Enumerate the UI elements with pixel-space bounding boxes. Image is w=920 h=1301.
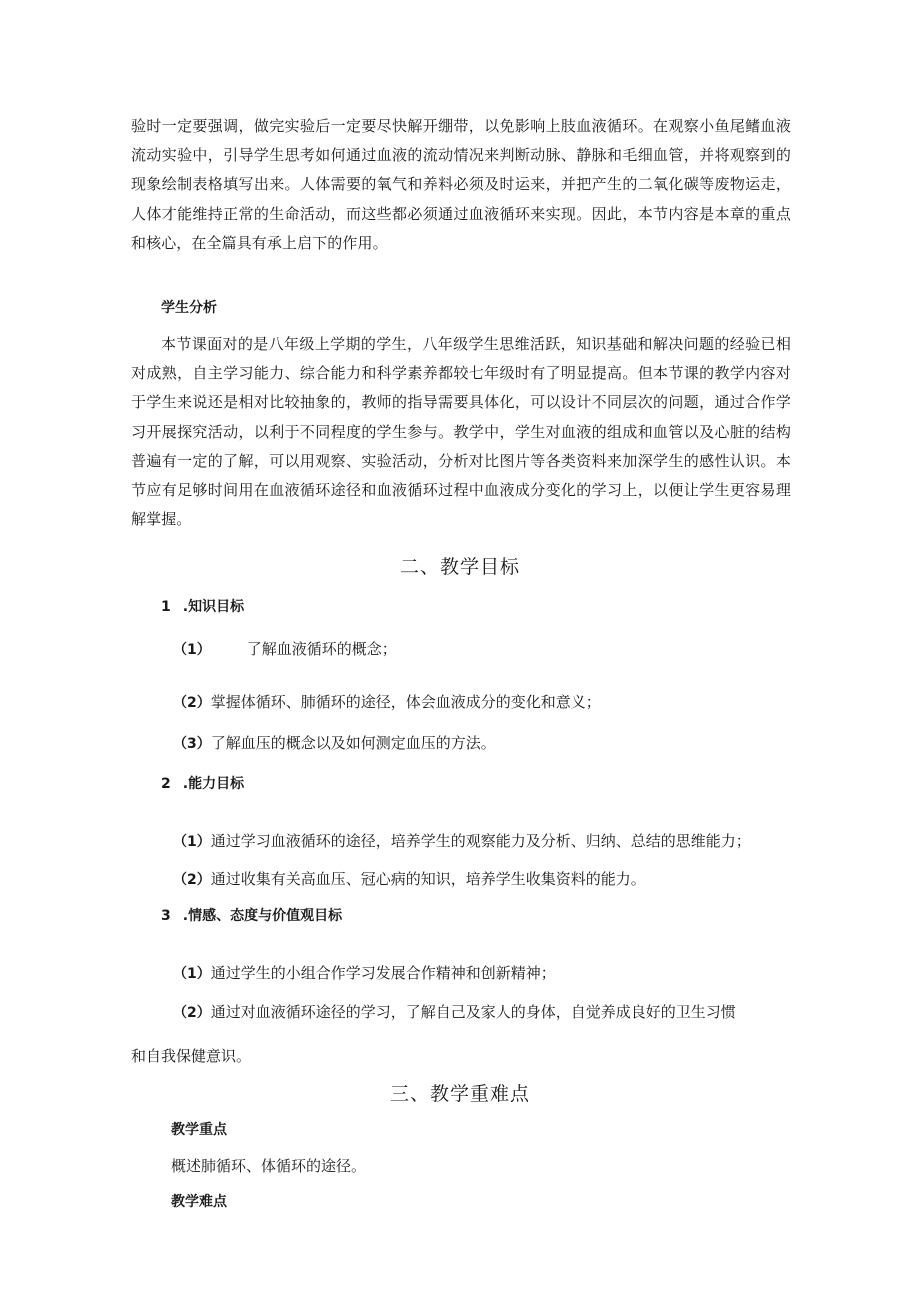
item-number: （1） <box>173 642 211 658</box>
goal-label: .情感、态度与价值观目标 <box>182 908 343 924</box>
knowledge-item-2 <box>173 688 601 718</box>
knowledge-item-1 <box>173 635 397 665</box>
item-number: （2） <box>173 695 211 711</box>
item-text: 通过学习血液循环的途径，培养学生的观察能力及分析、归纳、总结的思维能力； <box>210 832 751 850</box>
difficult-point-title: 教学难点 <box>171 1194 227 1210</box>
item-text: 掌握体循环、肺循环的途径，体会血液成分的变化和意义； <box>210 693 601 711</box>
goal-label: .知识目标 <box>182 599 245 615</box>
goal-label: .能力目标 <box>182 776 245 792</box>
key-point-title: 教学重点 <box>171 1122 227 1138</box>
goal-ability-title <box>161 773 244 795</box>
key-point-text: 概述肺循环、体循环的途径。 <box>171 1157 367 1175</box>
goal-values-title <box>161 905 342 927</box>
item-text: 通过对血液循环途径的学习，了解自己及家人的身体，自觉养成良好的卫生习惯 <box>210 1003 736 1021</box>
values-item-1 <box>173 959 556 989</box>
knowledge-item-3 <box>173 729 496 759</box>
item-number: （1） <box>173 834 211 850</box>
item-text: 通过收集有关高血压、冠心病的知识，培养学生收集资料的能力。 <box>210 870 646 888</box>
goal-number: 2 <box>161 776 171 792</box>
values-item-2-continuation: 和自我保健意识。 <box>131 1047 252 1065</box>
student-analysis-paragraph: 本节课面对的是八年级上学期的学生，八年级学生思维活跃，知识基础和解决问题的经验已相对成熟，自主学习能力、综合能力和科学素养都较七年级时有了明显提高。但本节课的教学内容对于学生来说还是相对比较抽象的，教师的指导需要具体化，可以设计不同层次的问题，通过合作学习开展探究活动，以利于不同程度的学生参与。教学中，学生对血液的组成和血管以及心脏的结构普遍有一定的了解，可以用观察、实验活动，分析对比图片等各类资料来加深学生的感性认识。本节应有足够时间用在血液循环途径和血液循环过程中血液成分变化的学习上，以便让学生更容易理解掌握。 <box>131 335 791 529</box>
item-number: （3） <box>173 736 211 752</box>
section-heading-objectives: 二、教学目标 <box>399 556 520 578</box>
goal-knowledge-title <box>161 596 244 618</box>
ability-item-2 <box>173 865 646 895</box>
item-number: （1） <box>173 966 211 982</box>
goal-number: 3 <box>161 908 171 924</box>
item-number: （2） <box>173 872 211 888</box>
item-text: 了解血压的概念以及如何测定血压的方法。 <box>210 734 496 752</box>
goal-number: 1 <box>161 599 171 615</box>
values-item-2 <box>173 998 736 1028</box>
ability-item-1 <box>173 827 751 857</box>
intro-paragraph: 验时一定要强调，做完实验后一定要尽快解开绷带，以免影响上肢血液循环。在观察小鱼尾鳍血液流动实验中，引导学生思考如何通过血液的流动情况来判断动脉、静脉和毛细血管，并将观察到的现象绘制表格填写出来。人体需要的氧气和养料必须及时运来，并把产生的二氧化碳等废物运走，人体才能维持正常的生命活动，而这些都必须通过血液循环来实现。因此，本节内容是本章的重点和核心，在全篇具有承上启下的作用。 <box>131 117 791 252</box>
item-text: 了解血液循环的概念； <box>246 640 397 658</box>
section-heading-key-points: 三、教学重难点 <box>389 1083 530 1105</box>
item-text: 通过学生的小组合作学习发展合作精神和创新精神； <box>210 964 556 982</box>
item-number: （2） <box>173 1005 211 1021</box>
student-analysis-title: 学生分析 <box>161 300 217 316</box>
